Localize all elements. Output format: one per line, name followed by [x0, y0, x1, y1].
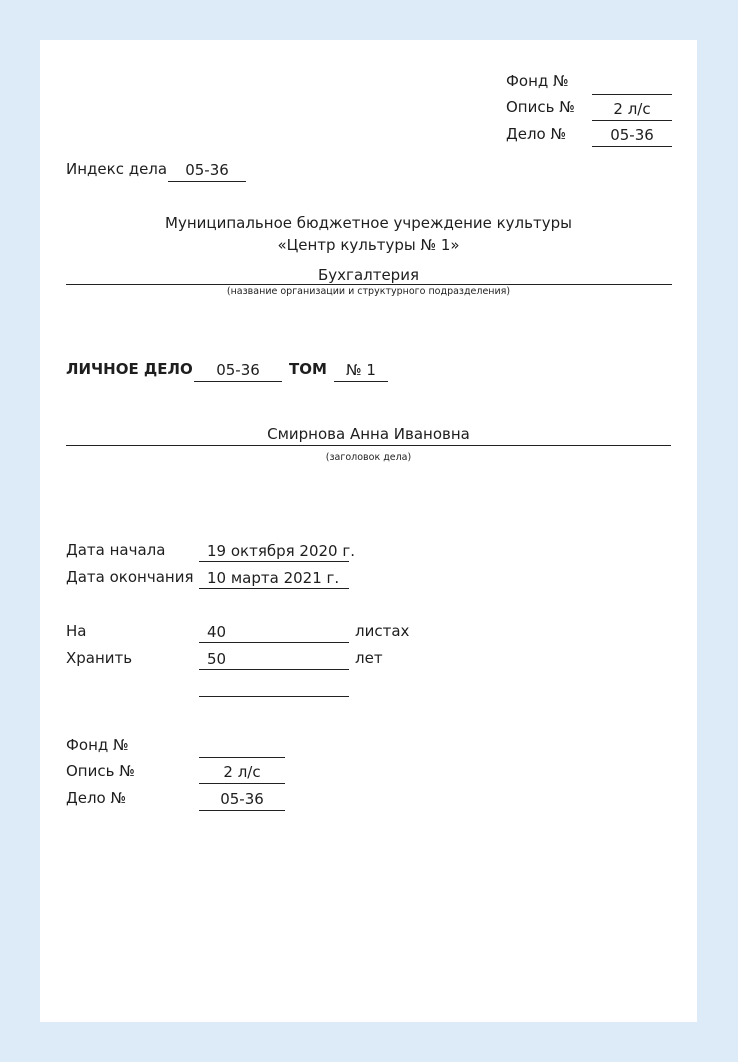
case-title: Смирнова Анна Ивановна: [267, 425, 470, 443]
bottom-fond-value: [199, 737, 285, 758]
bottom-fond-label: Фонд №: [66, 736, 129, 754]
top-opis-value: 2 л/с: [592, 100, 672, 121]
storage-label: Хранить: [66, 649, 133, 667]
top-opis-label: Опись №: [506, 98, 575, 116]
storage-extra-line: [199, 696, 349, 697]
document-sheet: [40, 40, 697, 1022]
bottom-opis-value: 2 л/с: [199, 763, 285, 784]
index-label: Индекс дела: [66, 160, 168, 178]
bottom-delo-value: 05-36: [199, 790, 285, 811]
top-delo-label: Дело №: [506, 125, 567, 143]
sheets-label: На: [66, 622, 87, 640]
personal-case-number: 05-36: [194, 361, 282, 382]
storage-unit: лет: [355, 649, 383, 667]
personal-case-label: ЛИЧНОЕ ДЕЛО: [66, 360, 193, 378]
sheets-value: 40: [199, 623, 349, 643]
department-name: Бухгалтерия: [318, 266, 419, 284]
top-delo-value: 05-36: [592, 126, 672, 147]
organization-underline: [66, 284, 672, 285]
start-date-label: Дата начала: [66, 541, 166, 559]
case-title-caption: (заголовок дела): [325, 452, 412, 463]
start-date-value: 19 октября 2020 г.: [199, 542, 349, 562]
organization-name-line2: «Центр культуры № 1»: [277, 236, 460, 254]
bottom-delo-label: Дело №: [66, 789, 127, 807]
volume-label: ТОМ: [289, 360, 327, 378]
top-fond-label: Фонд №: [506, 72, 569, 90]
index-value: 05-36: [168, 161, 246, 182]
bottom-opis-label: Опись №: [66, 762, 135, 780]
end-date-value: 10 марта 2021 г.: [199, 569, 349, 589]
organization-caption: (название организации и структурного подразделения): [226, 286, 511, 297]
case-title-underline: [66, 445, 671, 446]
storage-value: 50: [199, 650, 349, 670]
volume-value: № 1: [334, 361, 388, 382]
sheets-unit: листах: [355, 622, 410, 640]
organization-name-line1: Муниципальное бюджетное учреждение культуры: [165, 214, 572, 232]
top-fond-value: [592, 74, 672, 95]
end-date-label: Дата окончания: [66, 568, 194, 586]
